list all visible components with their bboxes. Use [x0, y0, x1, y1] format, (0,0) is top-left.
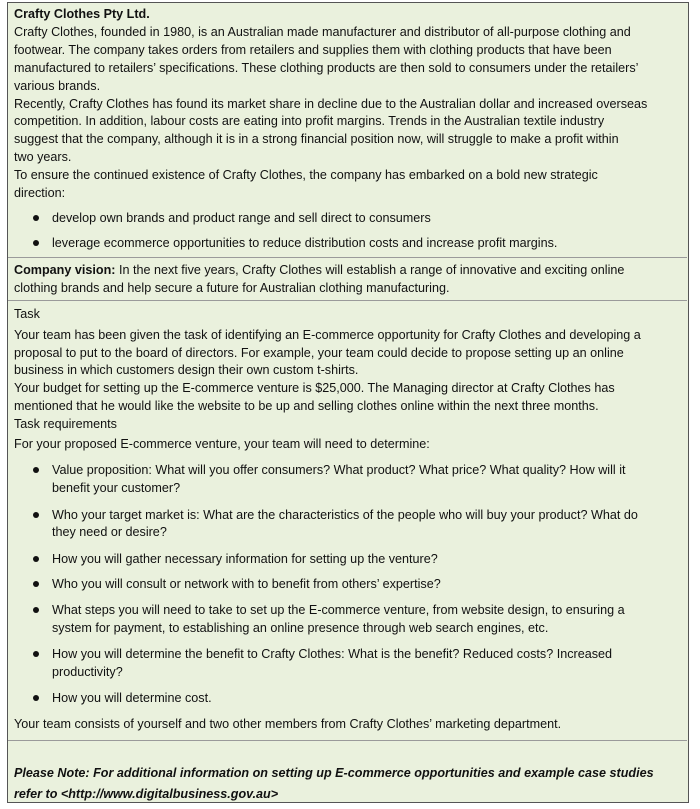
bullet-icon	[33, 467, 39, 473]
requirement-line: they need or desire?	[52, 525, 167, 539]
bullet-icon	[33, 512, 39, 518]
requirement-line: What steps you will need to take to set up the E-commerce venture, from website design, to ensuring a	[52, 603, 625, 617]
task-line: mentioned that he would like the website to be up and selling clothes online within the next three months.	[14, 399, 599, 413]
requirements-heading: Task requirements	[14, 417, 117, 431]
vision-line	[14, 261, 624, 279]
intro-line: competition. In addition, labour costs are eating into profit margins. Trends in the Australian textile industry	[14, 114, 605, 128]
intro-line: To ensure the continued existence of Crafty Clothes, the company has embarked on a bold new strategic	[14, 168, 598, 182]
bullet-icon	[33, 607, 39, 613]
task-line: Your team has been given the task of identifying an E-commerce opportunity for Crafty Clothes and developing a	[14, 328, 641, 342]
bullet-icon	[33, 651, 39, 657]
requirement-line: How you will determine the benefit to Crafty Clothes: What is the benefit? Reduced costs? Increased	[52, 647, 613, 661]
intro-line: various brands.	[14, 79, 101, 93]
strategy-bullet: leverage ecommerce opportunities to reduce distribution costs and increase profit margins.	[52, 236, 558, 250]
bullet-icon	[33, 695, 39, 701]
task-line: Your budget for setting up the E-commerce venture is $25,000. The Managing director at Crafty Clothes has	[14, 381, 615, 395]
divider	[8, 257, 687, 258]
vision-text: In the next five years, Crafty Clothes will establish a range of innovative and exciting online	[115, 263, 625, 277]
task-heading: Task	[14, 307, 40, 321]
intro-line: direction:	[14, 186, 66, 200]
team-line: Your team consists of yourself and two other members from Crafty Clothes’ marketing department.	[14, 717, 562, 731]
divider	[8, 740, 687, 741]
company-title: Crafty Clothes Pty Ltd.	[14, 7, 150, 21]
requirement-line: Who your target market is: What are the characteristics of the people who will buy your product? What do	[52, 508, 638, 522]
bullet-icon	[33, 581, 39, 587]
requirement-line: system for payment, to establishing an online presence through web search engines, etc.	[52, 621, 549, 635]
intro-line: manufactured to retailers’ specifications. These clothing products are then sold to consumers under the retailers’	[14, 61, 639, 75]
requirement-line: How you will gather necessary information for setting up the venture?	[52, 552, 438, 566]
requirement-line: Value proposition: What will you offer consumers? What product? What price? What quality? How will it	[52, 463, 626, 477]
intro-line: Recently, Crafty Clothes has found its market share in decline due to the Australian dollar and increased overseas	[14, 97, 648, 111]
note-line: refer to <http://www.digitalbusiness.gov.au>	[14, 787, 279, 801]
bullet-icon	[33, 240, 39, 246]
bullet-icon	[33, 215, 39, 221]
intro-line: footwear. The company takes orders from retailers and supplies them with clothing products that have been	[14, 43, 612, 57]
intro-line: suggest that the company, although it is in a strong financial position now, will struggle to make a profit within	[14, 132, 619, 146]
intro-line: two years.	[14, 150, 72, 164]
requirement-line: Who you will consult or network with to benefit from others’ expertise?	[52, 577, 441, 591]
requirement-line: benefit your customer?	[52, 481, 181, 495]
bullet-icon	[33, 556, 39, 562]
requirement-line: productivity?	[52, 665, 123, 679]
requirements-intro: For your proposed E-commerce venture, your team will need to determine:	[14, 437, 430, 451]
vision-line: clothing brands and help secure a future for Australian clothing manufacturing.	[14, 281, 450, 295]
intro-line: Crafty Clothes, founded in 1980, is an Australian made manufacturer and distributor of all-purpose clothing and	[14, 25, 631, 39]
vision-label: Company vision:	[14, 263, 116, 277]
strategy-bullet: develop own brands and product range and sell direct to consumers	[52, 211, 431, 225]
task-line: business in which customers design their own custom t-shirts.	[14, 363, 359, 377]
task-line: proposal to put to the board of directors. For example, your team could decide to propose setting up an online	[14, 346, 624, 360]
divider	[8, 300, 687, 301]
note-line: Please Note: For additional information on setting up E-commerce opportunities and example case studies	[14, 766, 654, 780]
requirement-line: How you will determine cost.	[52, 691, 212, 705]
